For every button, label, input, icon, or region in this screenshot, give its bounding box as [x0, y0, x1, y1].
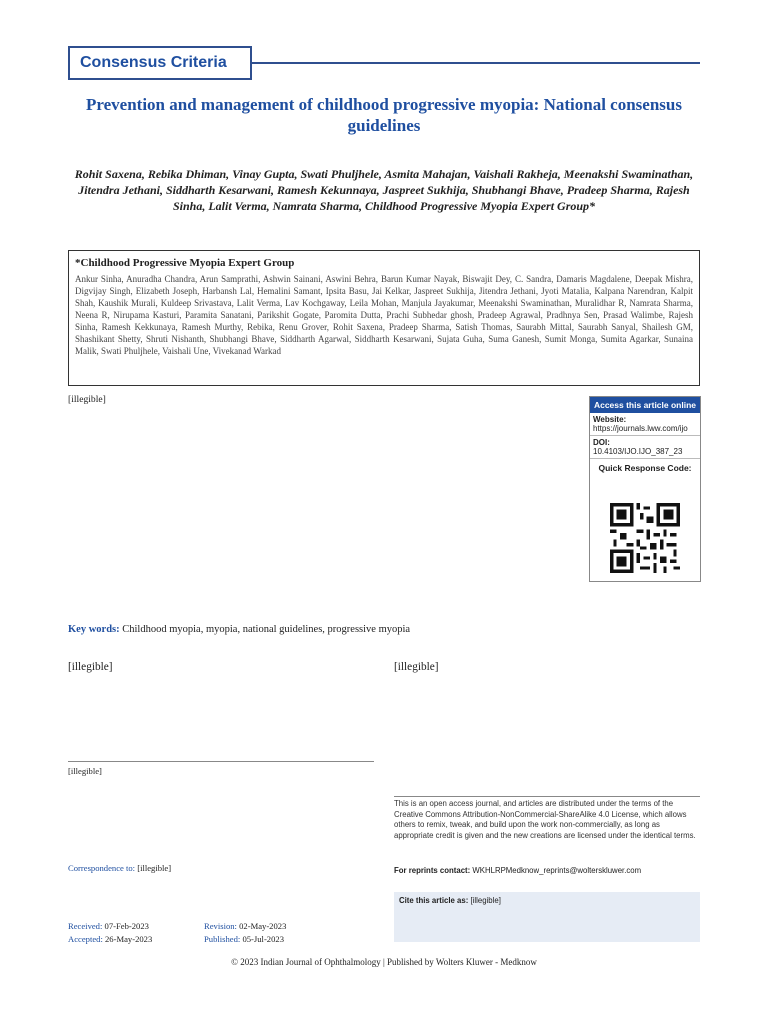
- expert-group-box: [68, 250, 700, 386]
- qr-label: Quick Response Code:: [598, 463, 692, 473]
- published-label: Published:: [204, 933, 241, 944]
- access-heading: Access this article online: [590, 397, 700, 413]
- keywords: [68, 624, 574, 635]
- citation-box: [394, 892, 700, 942]
- qr-code-icon: [610, 503, 680, 573]
- keywords-text: Childhood myopia, myopia, national guidelines, progressive myopia: [122, 624, 411, 635]
- access-article-box: [589, 396, 701, 582]
- revision-label: Revision:: [204, 921, 237, 931]
- author-list: Rohit Saxena, Rebika Dhiman, Vinay Gupta, Swati Phuljhele, Asmita Mahajan, Vaishali Rakheja, Meenakshi Swaminathan, Jitendra Jethani, Siddharth Kesarwani, Ramesh Kekunnaya, Jaspreet Sukhija, Shubhangi Bhave, Pradeep Sharma, Rajesh Sinha, Lalit Verma, Namrata Sharma, Childhood Progressive Myopia Expert Group*: [74, 167, 694, 213]
- body-column-left: [illegible]: [68, 661, 113, 673]
- expert-group-members: Ankur Sinha, Anuradha Chandra, Arun Samprathi, Ashwin Sainani, Aswini Behra, Barun Kumar Nayak, Biswajit Dey, C. Sandra, Damaris Magdalene, Deepak Mishra, Digvijay Singh, Elizabeth Joseph, Harbansh Lal, Hemalini Samant, Ipsita Basu, Jai Kelkar, Jaspreet Sukhija, Jitendra Jethani, Jyoti Matalia, Kalpana Narendran, Kalpit Shah, Kaushik Murali, Kuldeep Srivastava, Lalit Verma, Lav Kochgaway, Leila Mohan, Manjula Jayakumar, Meenakshi Swaminathan, Muralidhar R, Namrata Sharma, Neena R, Nirupama Kasturi, Paramita Sanatani, Parikshit Gogate, Paromita Dutta, Prachi Subhedar ghosh, Pradeep Agrawal, Pradhnya Sen, Prasad Walimbe, Rajesh Sinha, Ramesh Kekkunaya, Ramesh Murthy, Rebika, Renu Grover, Rohit Saxena, Pradeep Sharma, Satish Thomas, Saurabh Mittal, Saurabh Sanyal, Shailesh GM, Shashikant Shetty, Shruti Nishanth, Shubhangi Bhave, Siddharth Agarwal, Siddharth Kesarwani, Sujata Guha, Suma Ganesh, Sumit Monga, Sumita Agarkar, Sunaina Malik, Swati Phuljhele, Vaishali Une, Vivekanad Warkad: [75, 274, 693, 356]
- reprints-email[interactable]: WKHLRPMedknow_reprints@wolterskluwer.com: [472, 866, 642, 875]
- website-label: Website:: [593, 415, 627, 424]
- doi-row: [590, 436, 700, 459]
- website-link[interactable]: https://journals.lww.com/ijo: [593, 424, 688, 433]
- license-text: This is an open access journal, and articles are distributed under the terms of the Creative Commons Attribution-NonCommercial-ShareAlike 4.0 License, which allows others to remix, tweak, and build upon the work non-commercially, as long as appropriate credit is given and the new creations are licensed under the identical terms.: [394, 799, 696, 840]
- accepted-group: [68, 933, 204, 946]
- published-group: [204, 933, 284, 946]
- article-dates: [68, 920, 374, 945]
- website-row: [590, 413, 700, 436]
- cite-label: Cite this article as:: [399, 896, 469, 905]
- doi-label: DOI:: [593, 438, 610, 447]
- affiliations: [illegible]: [68, 766, 102, 776]
- revision-group: [204, 920, 286, 933]
- dates-row-1: [68, 920, 374, 933]
- abstract: [illegible]: [68, 394, 106, 405]
- correspondence-text: [illegible]: [137, 863, 172, 873]
- received-group: [68, 920, 204, 933]
- page-footer: © 2023 Indian Journal of Ophthalmology | Published by Wolters Kluwer - Medknow: [231, 957, 537, 967]
- reprints-contact: [394, 866, 700, 875]
- body-column-right: [illegible]: [394, 661, 439, 673]
- doi-value[interactable]: 10.4103/IJO.IJO_387_23: [593, 447, 683, 456]
- article-title: Prevention and management of childhood progressive myopia: National consensus guidelines: [86, 95, 682, 135]
- keywords-label: Key words:: [68, 624, 120, 635]
- accepted-date: 26-May-2023: [105, 933, 153, 944]
- expert-group-title: *Childhood Progressive Myopia Expert Group: [75, 257, 295, 269]
- received-date: 07-Feb-2023: [104, 921, 149, 931]
- accepted-label: Accepted:: [68, 933, 103, 944]
- section-divider: [252, 62, 700, 64]
- divider: [68, 761, 374, 762]
- received-label: Received:: [68, 921, 103, 931]
- cite-text: [illegible]: [470, 896, 501, 905]
- correspondence-label: Correspondence to:: [68, 863, 136, 873]
- revision-date: 02-May-2023: [239, 921, 287, 931]
- section-label: Consensus Criteria: [68, 46, 252, 80]
- divider: [394, 796, 700, 797]
- dates-row-2: [68, 933, 374, 946]
- published-date: 05-Jul-2023: [242, 933, 284, 944]
- correspondence: [68, 863, 374, 875]
- reprints-label: For reprints contact:: [394, 866, 471, 875]
